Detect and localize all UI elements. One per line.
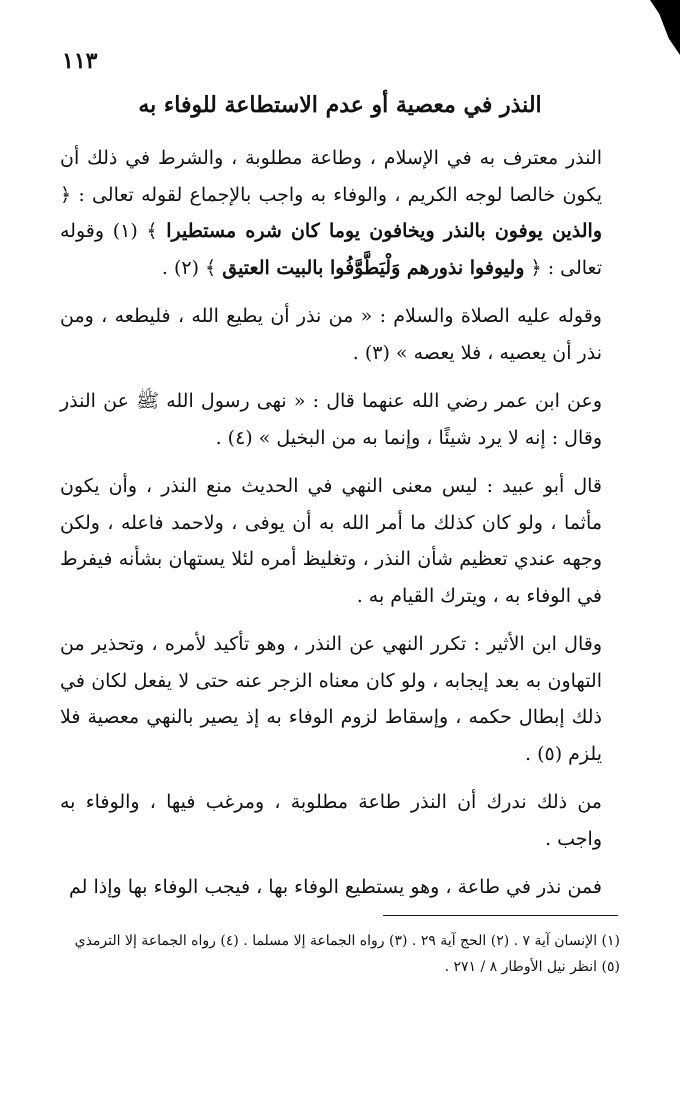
footnote-line-2: (٥) انظر نيل الأوطار ٨ / ٢٧١ .	[444, 959, 620, 975]
quran-verse-1: والذين يوفون بالنذر ويخافون يوما كان شره مستطيرا	[166, 220, 602, 242]
paragraph-5: وقال ابن الأثير : تكرر النهي عن النذر ، وهو تأكيد لأمره ، وتحذير من التهاون به بعد إيجابه ، ولو كان معناه الزجر عنه حتى لا يفعل لكان في ذلك إبطال حكمه ، وإسقاط لزوم الوفاء به إذ يصير بالنهي معصية فلا يلزم (٥) .	[60, 633, 602, 765]
verse-2-reference: ﴾ (٢) .	[161, 256, 217, 279]
quran-verse-2: وليوفوا نذورهم وَلْيَطَّوَّفُوا بالبيت العتيق	[222, 256, 525, 279]
footnote-divider	[383, 915, 618, 916]
page-number: ١١٣	[62, 48, 98, 74]
footnotes	[30, 928, 620, 980]
body-text	[60, 140, 602, 918]
paragraph-6: من ذلك ندرك أن النذر طاعة مطلوبة ، ومرغب فيها ، والوفاء به واجب .	[60, 791, 602, 850]
paragraph-1	[60, 140, 602, 286]
page-corner-shadow	[640, 0, 680, 55]
paragraph-1-mid: وقوله تعالى : ﴿	[60, 220, 602, 279]
paragraph-2: وقوله عليه الصلاة والسلام : « من نذر أن يطيع الله ، فليطعه ، ومن نذر أن يعصيه ، فلا يعصه » (٣) .	[60, 305, 602, 364]
page-title: النذر في معصية أو عدم الاستطاعة للوفاء به	[138, 92, 542, 118]
paragraph-7: فمن نذر في طاعة ، وهو يستطيع الوفاء بها ، فيجب الوفاء بها وإذا لم	[69, 876, 602, 898]
paragraph-4: قال أبو عبيد : ليس معنى النهي في الحديث منع النذر ، وأن يكون مأثما ، ولو كان كذلك ما أمر الله به أن يوفى ، ولاحمد فاعله ، ولكن وجهه عندي تعظيم شأن النذر ، وتغليظ أمره لئلا يستهان بشأنه فيفرط في الوفاء به ، ويترك القيام به .	[60, 475, 602, 607]
paragraph-1-intro: النذر معترف به في الإسلام ، وطاعة مطلوبة ، والشرط في ذلك أن يكون خالصا لوجه الكريم ، والوفاء به واجب بالإجماع لقوله تعالى : ﴿	[60, 147, 602, 206]
verse-1-reference: ﴾ (١)	[112, 220, 158, 242]
paragraph-3: وعن ابن عمر رضي الله عنهما قال : « نهى رسول الله ﷺ عن النذر وقال : إنه لا يرد شيئًا ، وإنما به من البخيل » (٤) .	[60, 390, 602, 449]
footnote-line-1: (١) الإنسان آية ٧ . (٢) الحج آية ٢٩ . (٣) رواه الجماعة إلا مسلما . (٤) رواه الجماعة إلا الترمذي	[74, 933, 620, 949]
